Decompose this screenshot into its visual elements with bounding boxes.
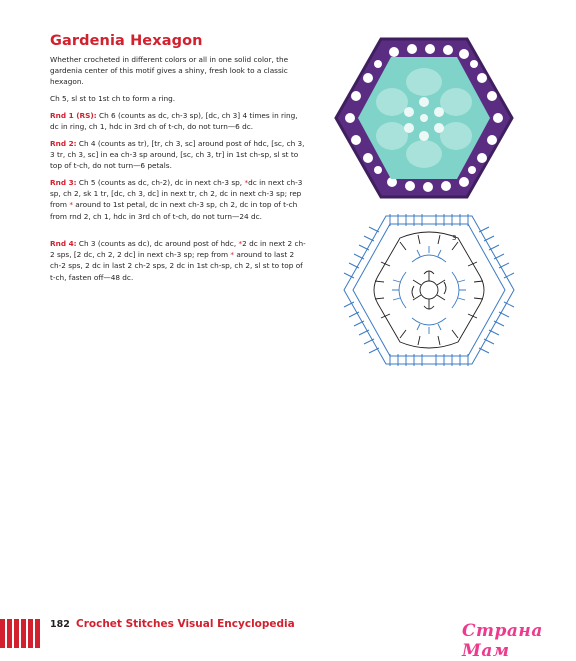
round-text: around to 1st petal, dc in next ch-3 sp, ch 2, dc in top of t-ch from rnd 2, ch 1, hdc in 3rd ch of t-ch, do not turn—24 dc. — [50, 200, 298, 221]
repeat-marker: * — [238, 239, 243, 248]
round-text: Ch 3 (counts as dc), dc around post of hdc, — [76, 239, 239, 248]
watermark: Страна Мам — [462, 621, 543, 661]
pattern-title: Gardenia Hexagon — [50, 33, 203, 49]
page-number: 182 — [50, 619, 70, 630]
round-text: 2 dc in next 2 ch-2 sps, [2 dc, ch 2, 2 dc] in next ch-3 sp; rep from — [50, 239, 306, 260]
round-text: Ch 4 (counts as tr), [tr, ch 3, sc] around post of hdc, [sc, ch 3, 3 tr, ch 3, sc] in ea ch-3 sp around, [sc, ch 3, tr] in 1st ch-sp, sl st to top of t-ch, do not turn—6 petals. — [50, 139, 305, 171]
center-ring-stitches — [412, 271, 446, 309]
round-label: Rnd 4: — [50, 239, 77, 248]
round-4-instruction — [50, 238, 307, 283]
round-3-instruction — [50, 177, 307, 222]
round-text: dc in next ch-3 sp, ch 2, sk 1 tr, [dc, ch 3, dc] in next tr, ch 2, dc in next ch-3 sp; rep from — [50, 178, 303, 210]
round-number-label: 3 — [452, 234, 457, 242]
crochet-chart — [340, 210, 518, 370]
intro-paragraph: Whether crocheted in different colors or all in one solid color, the gardenia center of this motif gives a shiny, fresh look to a classic hexagon. — [50, 55, 289, 87]
round-label: Rnd 1 (RS): — [50, 111, 97, 120]
round-text: Ch 6 (counts as dc, ch-3 sp), [dc, ch 3] 4 times in ring, dc in ring, ch 1, hdc in 3rd ch of t-ch, do not turn—6 dc. — [50, 111, 298, 132]
hexagon-photo — [334, 36, 514, 200]
foundation-instruction: Ch 5, sl st to 1st ch to form a ring. — [50, 94, 176, 103]
book-title: Crochet Stitches Visual Encyclopedia — [76, 618, 295, 630]
petal-stitches — [392, 246, 466, 334]
outer-round-stitches — [344, 214, 514, 366]
round-label: Rnd 3: — [50, 178, 77, 187]
repeat-marker: * — [69, 200, 73, 210]
round-text: around to last 2 ch-2 sps, 2 dc in last 2 ch-2 sps, 2 dc in 1st ch-sp, ch 2, sl st to top of t-ch, fasten off—48 dc. — [50, 250, 303, 282]
repeat-marker: * — [244, 178, 249, 187]
round-1-instruction — [50, 110, 307, 132]
round-label: Rnd 2: — [50, 139, 77, 148]
repeat-marker: * — [230, 250, 235, 260]
round-2-instruction — [50, 138, 307, 172]
round-text: Ch 5 (counts as dc, ch-2), dc in next ch-3 sp, — [76, 178, 245, 187]
